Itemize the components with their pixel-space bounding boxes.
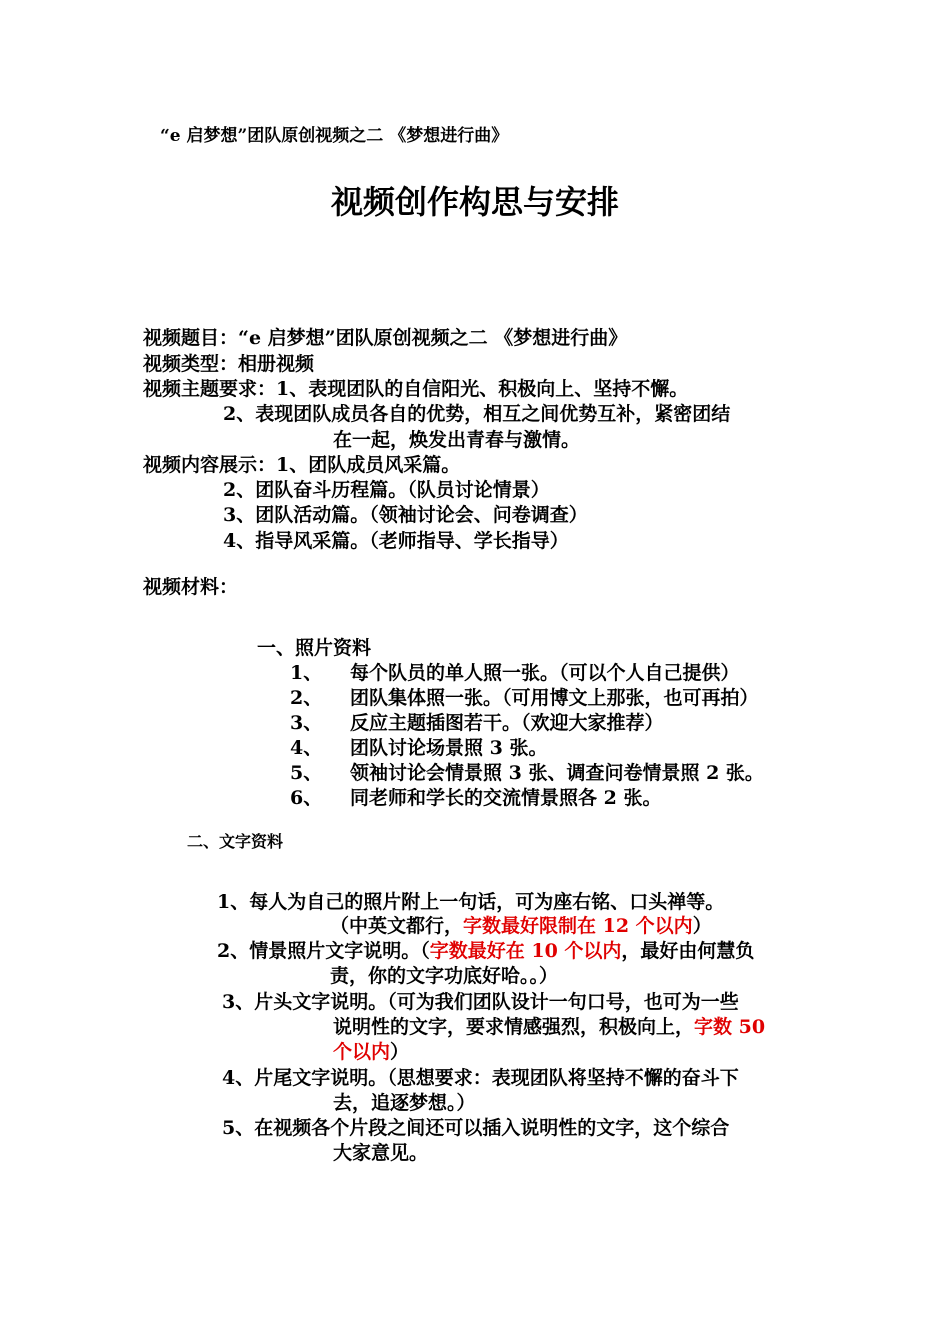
content-item-4: 4、指导风采篇。（老师指导、学长指导）: [223, 530, 569, 552]
photo-item-number: 2、: [290, 687, 323, 709]
photo-item-text: 每个队员的单人照一张。（可以个人自己提供）: [350, 662, 740, 684]
text-heading: 二、文字资料: [187, 832, 284, 851]
content-item-3: 3、团队活动篇。（领袖讨论会、问卷调查）: [223, 504, 588, 526]
content-label: 视频内容展示：: [143, 454, 277, 476]
photo-item-4: [290, 736, 547, 760]
type-value: 相册视频: [238, 353, 315, 375]
photo-item-5: [290, 761, 764, 785]
text-item-5-line-2: 大家意见。: [333, 1142, 429, 1164]
document-title: 视频创作构思与安排: [330, 183, 619, 221]
photo-item-number: 4、: [290, 737, 323, 759]
theme-item-1: 1、表现团队的自信阳光、积极向上、坚持不懈。: [276, 378, 689, 400]
text-item-3-line-2: [333, 1015, 765, 1039]
photo-item-text: 团队讨论场景照 3 张。: [350, 737, 548, 759]
photo-item-1: [290, 661, 740, 685]
photo-item-text: 团队集体照一张。（可用博文上那张，也可再拍）: [350, 687, 759, 709]
photo-item-number: 6、: [290, 787, 323, 809]
text-item-1-line-1: 1、每人为自己的照片附上一句话，可为座右铭、口头禅等。: [217, 891, 725, 913]
text-item-3-line-1: 3、片头文字说明。（可为我们团队设计一句口号，也可为一些: [222, 991, 739, 1013]
type-line: [143, 352, 314, 376]
topic-label: 视频题目：: [143, 327, 239, 349]
photo-item-2: [290, 686, 759, 710]
content-item-2: 2、团队奋斗历程篇。（队员讨论情景）: [223, 479, 550, 501]
text-item-2-end: ，最好由何慧负: [621, 940, 755, 962]
text-item-1-note-start: （中英文都行，: [330, 915, 464, 937]
text-item-3-line-3: [333, 1040, 409, 1064]
photo-item-text: 领袖讨论会情景照 3 张、调查问卷情景照 2 张。: [350, 762, 764, 784]
topic-line: [143, 326, 627, 350]
topic-value: “e 启梦想”团队原创视频之二 《梦想进行曲》: [238, 327, 628, 349]
content-item-1: 1、团队成员风采篇。: [276, 454, 461, 476]
photos-heading: 一、照片资料: [257, 637, 372, 659]
text-item-3-limit-end: 个以内: [333, 1041, 391, 1063]
theme-line-1: [143, 377, 688, 401]
text-item-1-note-end: ）: [692, 915, 712, 937]
theme-item-2-line-1: 2、表现团队成员各自的优势，相互之间优势互补，紧密团结: [223, 403, 731, 425]
document-subtitle: “e 启梦想”团队原创视频之二 《梦想进行曲》: [160, 126, 509, 146]
materials-label: 视频材料：: [143, 576, 239, 598]
text-item-3-end: ）: [390, 1041, 410, 1063]
photo-item-number: 5、: [290, 762, 323, 784]
type-label: 视频类型：: [143, 353, 239, 375]
text-item-1-line-2: [330, 914, 712, 938]
text-item-5-line-1: 5、在视频各个片段之间还可以插入说明性的文字，这个综合: [222, 1117, 730, 1139]
theme-item-2-line-2: 在一起，焕发出青春与激情。: [333, 429, 581, 451]
photo-item-number: 3、: [290, 712, 323, 734]
photo-item-number: 1、: [290, 662, 323, 684]
text-item-1-limit: 字数最好限制在 12 个以内: [463, 915, 693, 937]
photo-item-text: 同老师和学长的交流情景照各 2 张。: [350, 787, 662, 809]
theme-label: 视频主题要求：: [143, 378, 277, 400]
text-item-2-start: 2、情景照片文字说明。（: [217, 940, 430, 962]
text-item-2-line-1: [217, 939, 754, 963]
text-item-2-line-2: 责，你的文字功底好哈。。）: [330, 965, 559, 987]
photo-item-text: 反应主题插图若干。（欢迎大家推荐）: [350, 712, 664, 734]
text-item-4-line-1: 4、片尾文字说明。（思想要求：表现团队将坚持不懈的奋斗下: [222, 1067, 739, 1089]
text-item-3-limit: 字数 50: [694, 1016, 766, 1038]
photo-item-6: [290, 786, 661, 810]
text-item-4-line-2: 去，追逐梦想。）: [333, 1092, 476, 1114]
text-item-3-start: 说明性的文字，要求情感强烈，积极向上，: [333, 1016, 695, 1038]
content-line-1: [143, 453, 460, 477]
photo-item-3: [290, 711, 664, 735]
text-item-2-limit: 字数最好在 10 个以内: [429, 940, 622, 962]
